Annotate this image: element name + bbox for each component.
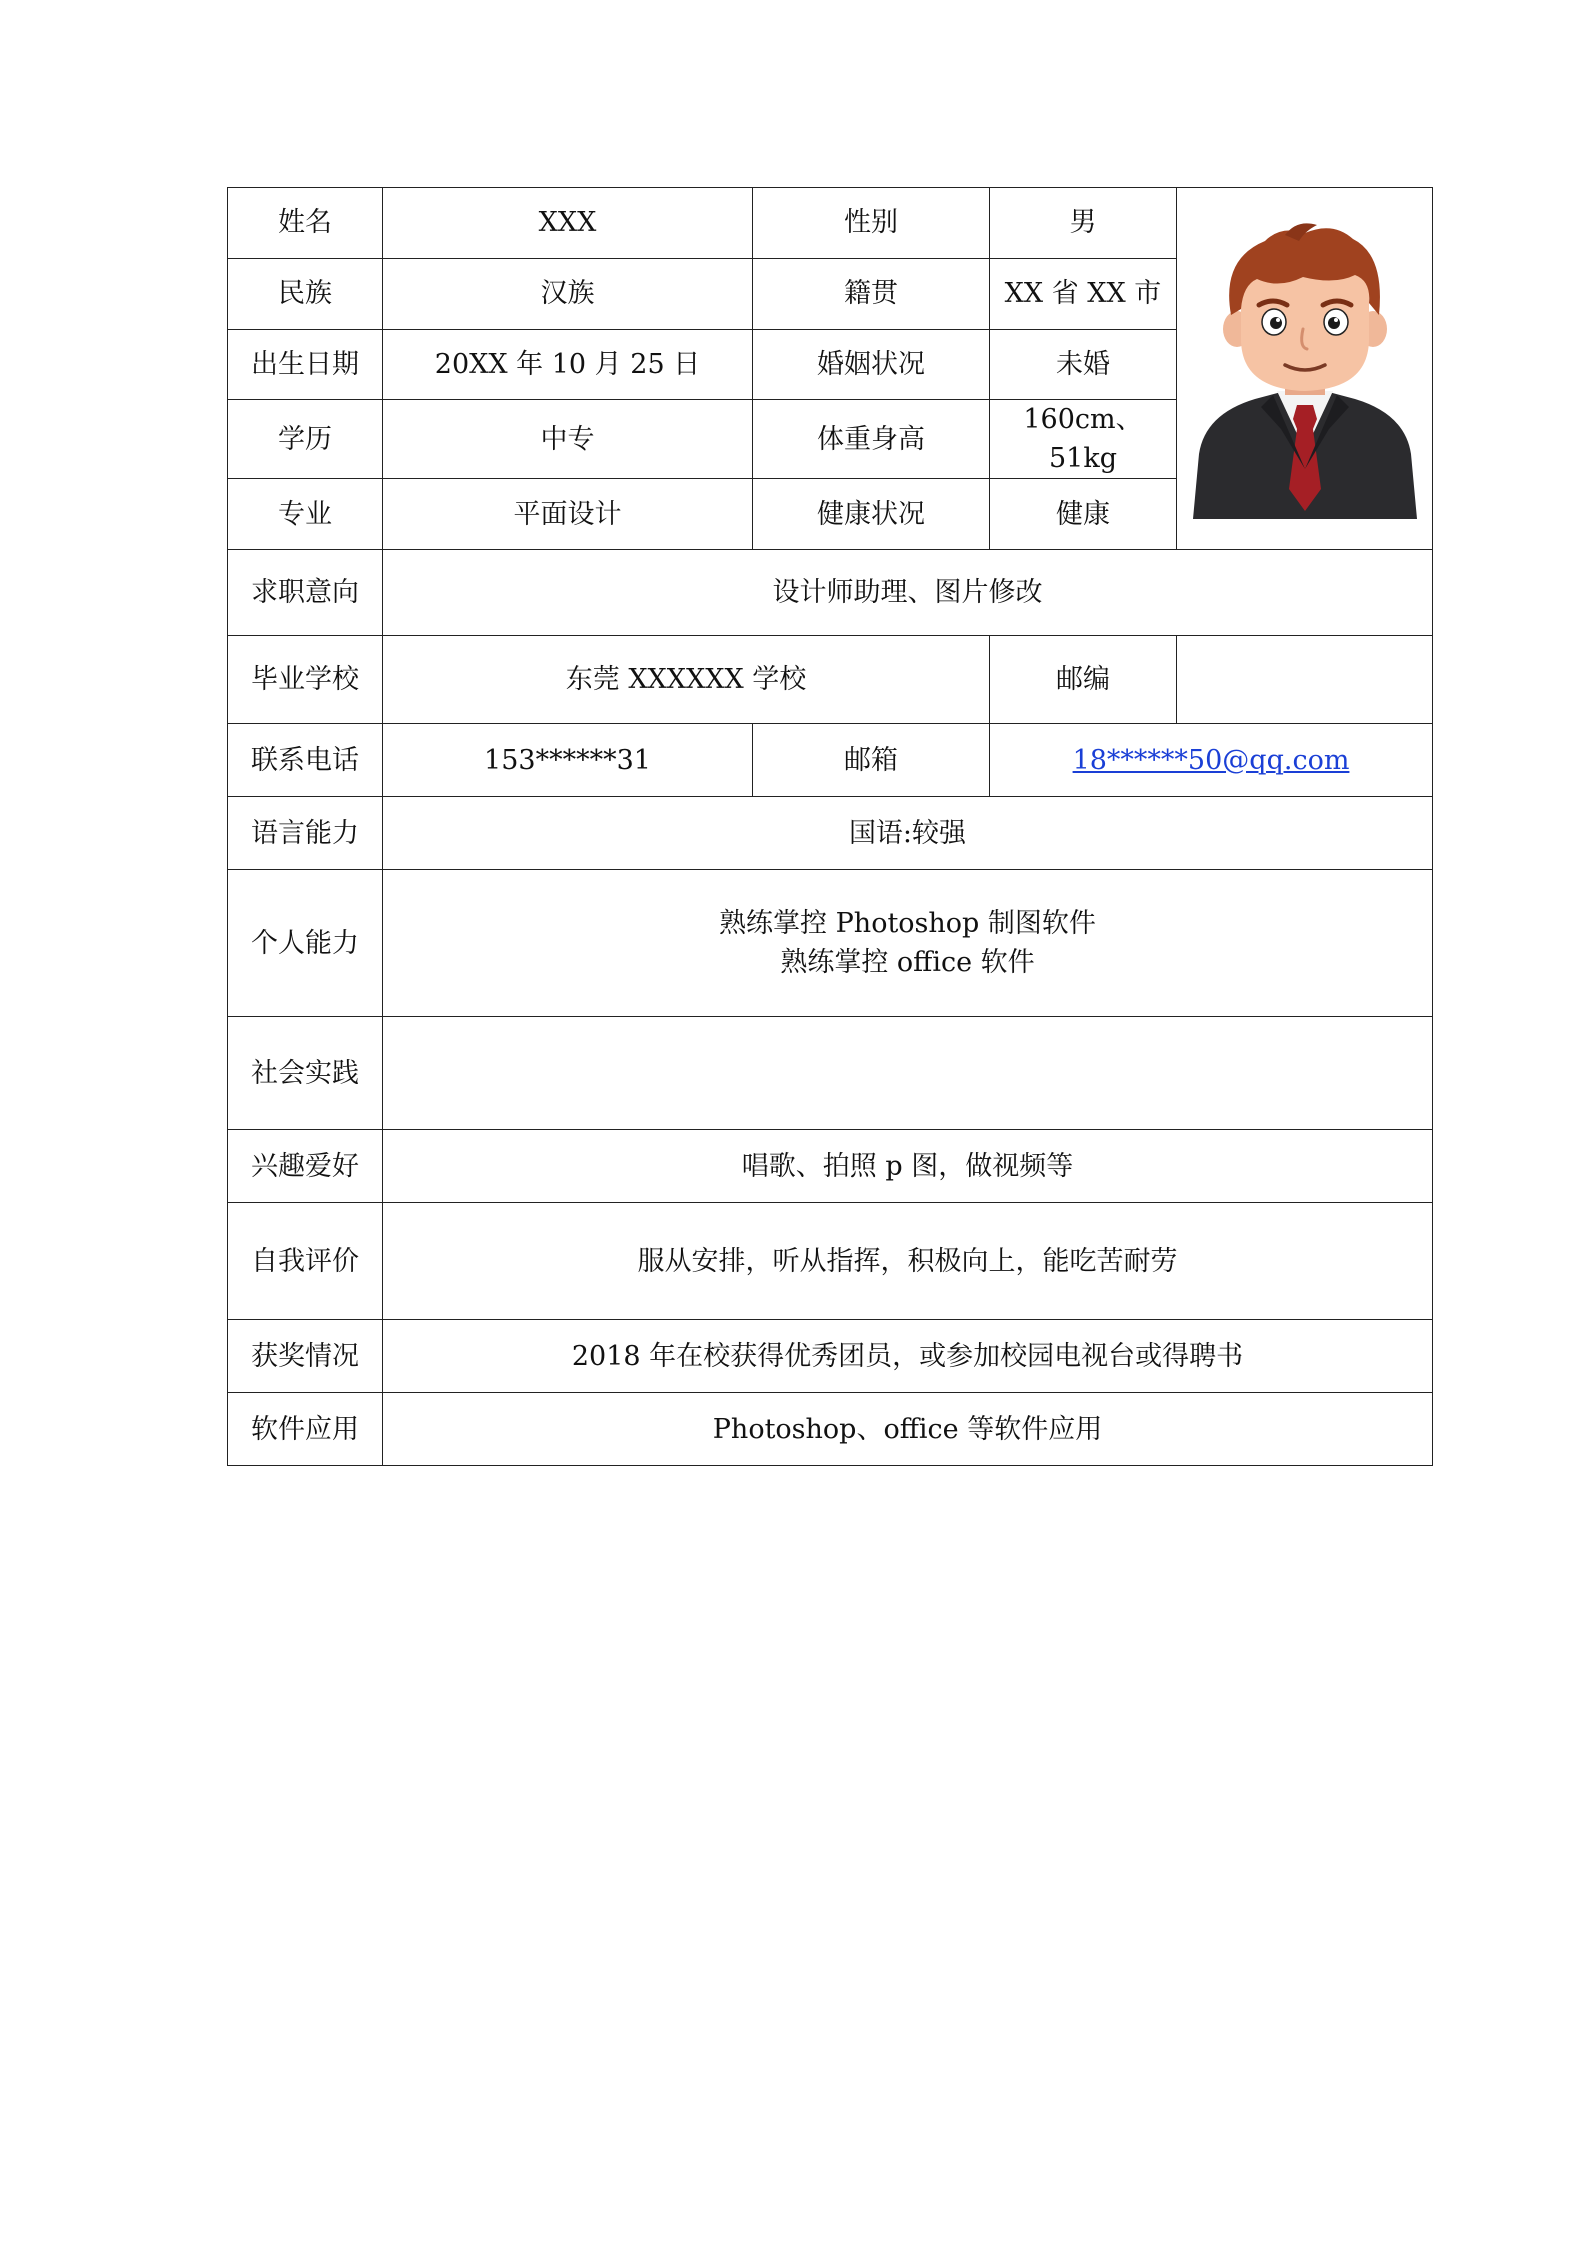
awards-label: 获奖情况	[228, 1320, 383, 1393]
school-value: 东莞 XXXXXX 学校	[383, 636, 990, 724]
name-value: XXX	[383, 188, 753, 259]
email-label: 邮箱	[753, 724, 990, 797]
phone-label: 联系电话	[228, 724, 383, 797]
photo-cell	[1177, 188, 1433, 550]
marital-status-value: 未婚	[990, 330, 1177, 400]
phone-value: 153******31	[383, 724, 753, 797]
hobby-value: 唱歌、拍照 p 图，做视频等	[383, 1130, 1433, 1203]
gender-value: 男	[990, 188, 1177, 259]
zip-value	[1177, 636, 1433, 724]
name-label: 姓名	[228, 188, 383, 259]
ethnicity-value: 汉族	[383, 259, 753, 330]
major-value: 平面设计	[383, 479, 753, 550]
ability-line-2: 熟练掌控 office 软件	[780, 947, 1035, 979]
education-label: 学历	[228, 400, 383, 479]
health-label: 健康状况	[753, 479, 990, 550]
birth-date-value: 20XX 年 10 月 25 日	[383, 330, 753, 400]
cartoon-avatar-icon	[1185, 219, 1425, 519]
height-weight-value: 160cm、51kg	[990, 400, 1177, 479]
software-value: Photoshop、office 等软件应用	[383, 1393, 1433, 1466]
hobby-label: 兴趣爱好	[228, 1130, 383, 1203]
education-value: 中专	[383, 400, 753, 479]
self-evaluation-value: 服从安排，听从指挥，积极向上，能吃苦耐劳	[383, 1203, 1433, 1320]
social-practice-label: 社会实践	[228, 1017, 383, 1130]
ability-label: 个人能力	[228, 870, 383, 1017]
marital-status-label: 婚姻状况	[753, 330, 990, 400]
zip-label: 邮编	[990, 636, 1177, 724]
social-practice-value	[383, 1017, 1433, 1130]
major-label: 专业	[228, 479, 383, 550]
resume-table	[227, 187, 1433, 1466]
native-place-value: XX 省 XX 市	[990, 259, 1177, 330]
email-link[interactable]: 18******50@qq.com	[1072, 744, 1350, 776]
health-value: 健康	[990, 479, 1177, 550]
language-label: 语言能力	[228, 797, 383, 870]
ability-value	[383, 870, 1433, 1017]
height-weight-label: 体重身高	[753, 400, 990, 479]
school-label: 毕业学校	[228, 636, 383, 724]
self-evaluation-label: 自我评价	[228, 1203, 383, 1320]
ethnicity-label: 民族	[228, 259, 383, 330]
language-value: 国语:较强	[383, 797, 1433, 870]
awards-value: 2018 年在校获得优秀团员，或参加校园电视台或得聘书	[383, 1320, 1433, 1393]
job-objective-label: 求职意向	[228, 550, 383, 636]
email-cell	[990, 724, 1433, 797]
birth-date-label: 出生日期	[228, 330, 383, 400]
native-place-label: 籍贯	[753, 259, 990, 330]
ability-line-1: 熟练掌控 Photoshop 制图软件	[719, 908, 1096, 940]
software-label: 软件应用	[228, 1393, 383, 1466]
job-objective-value: 设计师助理、图片修改	[383, 550, 1433, 636]
gender-label: 性别	[753, 188, 990, 259]
